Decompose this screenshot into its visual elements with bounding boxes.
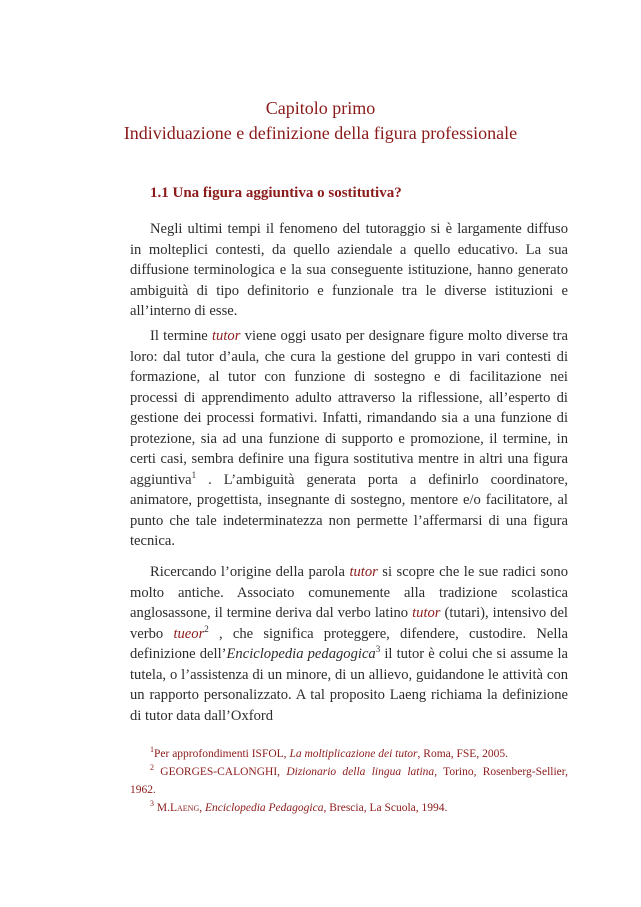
italic-term-tueor: tueor	[173, 625, 205, 642]
footnote-text: GEORGES-CALONGHI,	[154, 766, 287, 778]
footnote-title: La moltiplicazione dei tutor	[289, 748, 418, 760]
footnote-2	[130, 763, 568, 799]
footnote-title: Enciclopedia Pedagogica	[204, 802, 324, 814]
footnote-ref-2[interactable]: 2	[204, 623, 209, 634]
paragraph-3-text: il tutor è colui che si assume la tutela, o l’assistenza di un minore, di un allievo, guidandone le attività con un rapporto personalizzato. A tal proposito Laeng richiama la definizione di tutor data dall’Oxford	[130, 646, 568, 724]
paragraph-3-text: Ricercando l’origine della parola	[150, 564, 350, 580]
footnote-number: 1	[150, 745, 154, 755]
footnote-text: M.	[154, 802, 170, 814]
paragraph-2-text: viene oggi usato per designare figure molto diverse tra loro: dal tutor d’aula, che cura la gestione del gruppo in vari contesti di formazione, al tutor con funzione di sostegno e di facilitazione nei processi di apprendimento adulto attraverso la riflessione, all’esperto di gestione dei processi formativi. Infatti, rimandando sia a una funzione di protezione, sia ad una funzione di supporto e promozione, il termine, in certi casi, sembra definire una figura sostitutiva mentre in altri una figura aggiuntiva	[130, 328, 568, 488]
footnote-title: Dizionario della lingua latina	[286, 766, 435, 778]
footnote-author: Laeng	[169, 802, 200, 814]
italic-title-enciclopedia: Enciclopedia pedagogica	[226, 646, 376, 662]
footnote-ref-1[interactable]: 1	[191, 469, 197, 480]
italic-term-tutor: tutor	[212, 328, 241, 344]
footnote-ref-3[interactable]: 3	[375, 644, 381, 655]
paragraph-2-text: Il termine	[150, 328, 212, 344]
footnote-text: Per approfondimenti ISFOL,	[154, 748, 290, 760]
footnote-text: , Torino, Rosenberg-Sellier, 1962.	[130, 766, 568, 796]
footnote-text: , Roma, FSE, 2005.	[417, 748, 508, 760]
footnote-1	[130, 745, 568, 763]
italic-term-tutor: tutor	[349, 564, 378, 580]
footnote-number: 2	[150, 763, 154, 773]
section-heading: 1.1 Una figura aggiuntiva o sostitutiva?	[150, 185, 402, 201]
footnote-number: 3	[150, 799, 154, 809]
chapter-title: Individuazione e definizione della figura professionale	[123, 123, 518, 143]
paragraph-1: Negli ultimi tempi il fenomeno del tutoraggio si è largamente diffuso in molteplici contesti, da quello aziendale a quello educativo. La sua diffusione terminologica e la sua conseguente istituzione, hanno generato ambiguità di tipo definitorio e funzionale tra le diverse istituzioni e all’interno di esse.	[130, 221, 568, 319]
paragraph-3	[130, 562, 568, 726]
paragraph-3-text: (tutari), intensivo del verbo	[130, 605, 568, 642]
footnotes	[130, 745, 568, 817]
paragraph-2	[130, 326, 568, 552]
footnote-text: , Brescia, La Scuola, 1994.	[323, 802, 448, 814]
paragraph-2-text: . L’ambiguità generata porta a definirlo coordinatore, animatore, progettista, insegnante di sostegno, mentore e/o facilitatore, al punto che tale indeterminatezza non permette l’affermarsi di una figura tecnica.	[130, 471, 568, 549]
chapter-label: Capitolo primo	[265, 98, 376, 118]
italic-term-tutor-latin: tutor	[412, 605, 441, 621]
paragraph-3-text: si scopre che le sue radici sono molto antiche. Associato comunemente alla tradizione scolastica anglosassone, il termine deriva dal verbo latino	[130, 564, 569, 621]
footnote-text: ,	[199, 802, 205, 814]
footnote-3	[130, 799, 568, 817]
paragraph-3-text: , che significa proteggere, difendere, custodire. Nella definizione dell’	[130, 625, 568, 662]
